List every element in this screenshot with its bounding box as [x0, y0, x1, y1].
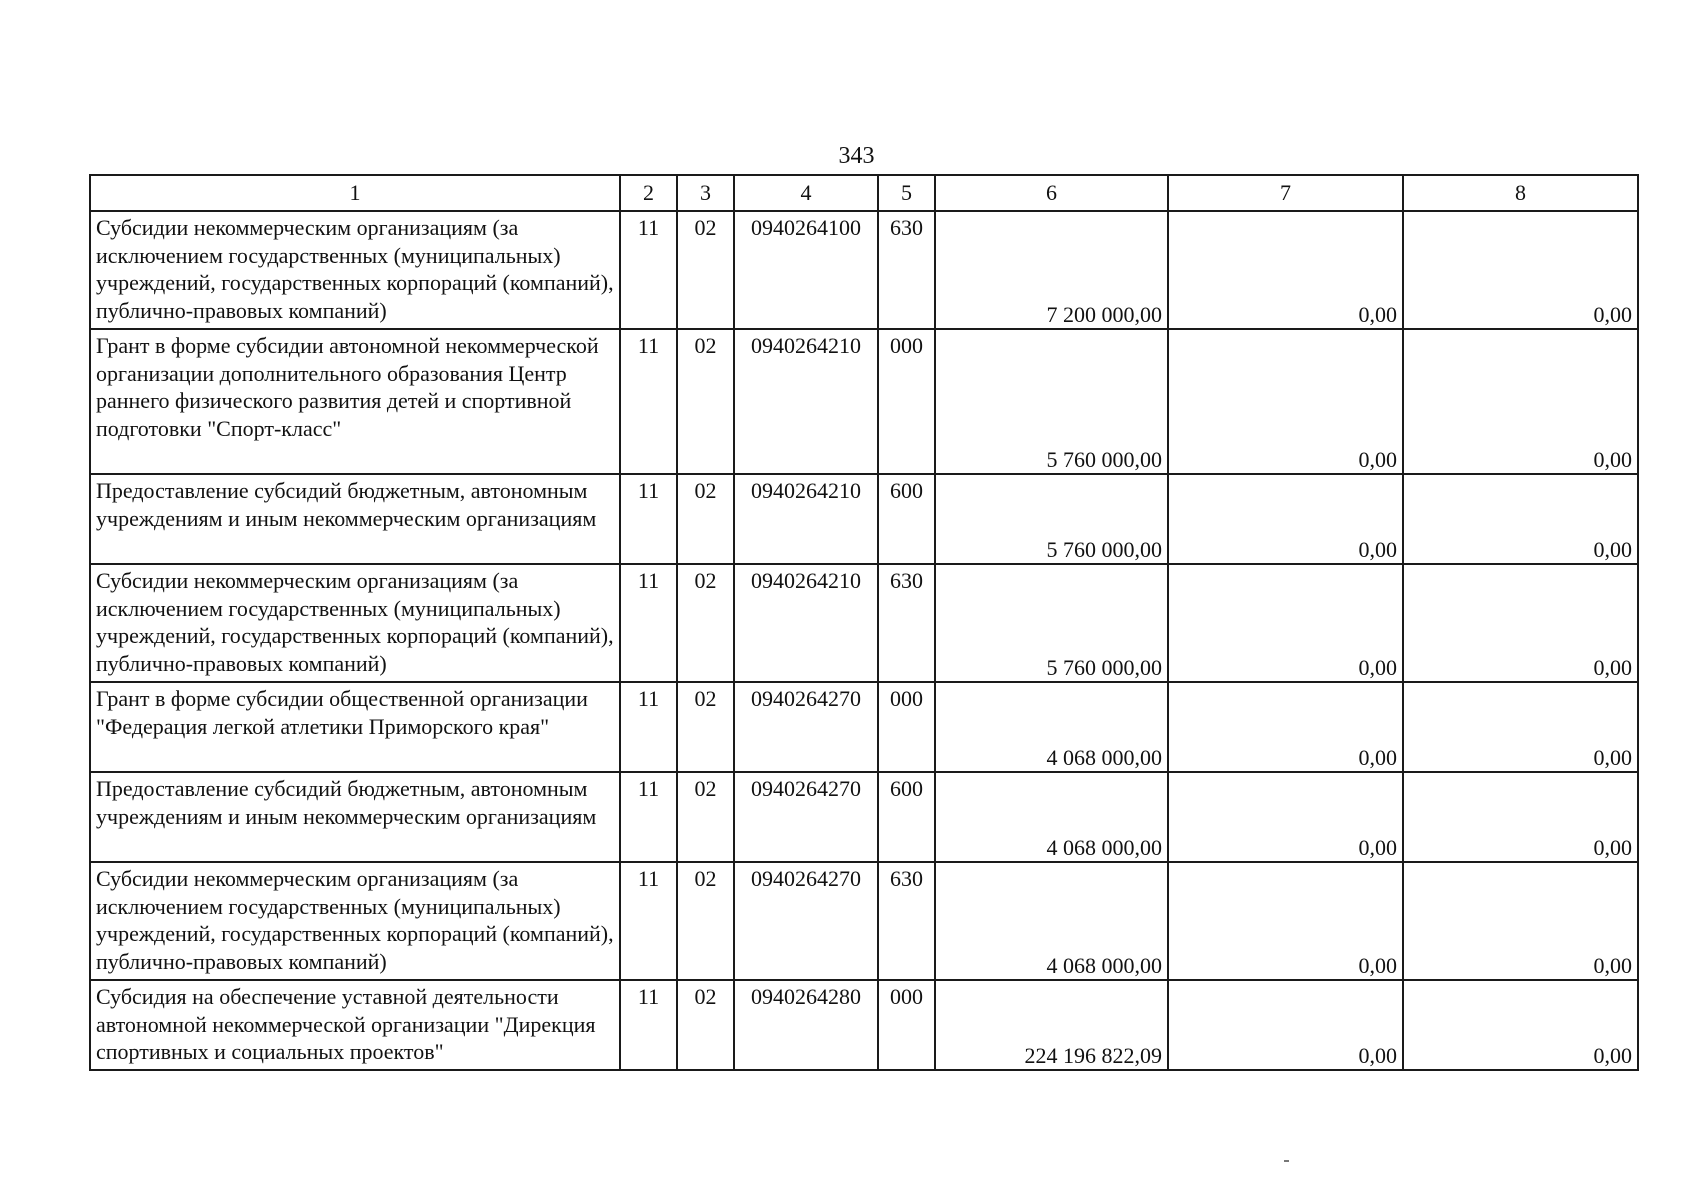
expense-type-code: 630: [878, 564, 935, 682]
table-row: [90, 211, 1638, 329]
amount-col8: 0,00: [1403, 682, 1638, 772]
row-description: Грант в форме субсидии автономной некоммерческой организации дополнительного образования Центр раннего физического развития детей и спортивной подготовки "Спорт-класс": [90, 329, 620, 474]
amount-col8: 0,00: [1403, 211, 1638, 329]
table-row: [90, 772, 1638, 862]
amount-col6: 224 196 822,09: [935, 980, 1168, 1070]
amount-col6: 4 068 000,00: [935, 682, 1168, 772]
section-code: 11: [620, 564, 677, 682]
amount-col7: 0,00: [1168, 682, 1403, 772]
amount-col6: 5 760 000,00: [935, 474, 1168, 564]
table-row: [90, 980, 1638, 1070]
target-article-code: 0940264270: [734, 772, 878, 862]
amount-col7: 0,00: [1168, 772, 1403, 862]
column-header: 6: [935, 175, 1168, 211]
amount-col6: 5 760 000,00: [935, 564, 1168, 682]
section-code: 11: [620, 980, 677, 1070]
section-code: 11: [620, 682, 677, 772]
column-header: 2: [620, 175, 677, 211]
column-header: 1: [90, 175, 620, 211]
target-article-code: 0940264210: [734, 474, 878, 564]
subsection-code: 02: [677, 682, 734, 772]
expense-type-code: 000: [878, 329, 935, 474]
row-description: Предоставление субсидий бюджетным, автономным учреждениям и иным некоммерческим организациям: [90, 474, 620, 564]
target-article-code: 0940264280: [734, 980, 878, 1070]
expense-type-code: 600: [878, 474, 935, 564]
column-header: 7: [1168, 175, 1403, 211]
expense-type-code: 000: [878, 682, 935, 772]
amount-col7: 0,00: [1168, 564, 1403, 682]
subsection-code: 02: [677, 980, 734, 1070]
target-article-code: 0940264270: [734, 862, 878, 980]
page-number: 343: [838, 143, 875, 169]
table-header-row: [90, 175, 1638, 211]
expense-type-code: 000: [878, 980, 935, 1070]
column-header: 8: [1403, 175, 1638, 211]
amount-col7: 0,00: [1168, 862, 1403, 980]
table-row: [90, 474, 1638, 564]
section-code: 11: [620, 329, 677, 474]
row-description: Предоставление субсидий бюджетным, автономным учреждениям и иным некоммерческим организациям: [90, 772, 620, 862]
target-article-code: 0940264100: [734, 211, 878, 329]
table-row: [90, 329, 1638, 474]
column-header: 4: [734, 175, 878, 211]
expense-type-code: 630: [878, 862, 935, 980]
amount-col6: 4 068 000,00: [935, 862, 1168, 980]
amount-col7: 0,00: [1168, 329, 1403, 474]
subsection-code: 02: [677, 564, 734, 682]
subsection-code: 02: [677, 329, 734, 474]
amount-col6: 4 068 000,00: [935, 772, 1168, 862]
expense-type-code: 630: [878, 211, 935, 329]
expense-type-code: 600: [878, 772, 935, 862]
subsection-code: 02: [677, 211, 734, 329]
target-article-code: 0940264210: [734, 564, 878, 682]
section-code: 11: [620, 772, 677, 862]
column-header: 3: [677, 175, 734, 211]
target-article-code: 0940264270: [734, 682, 878, 772]
section-code: 11: [620, 211, 677, 329]
row-description: Грант в форме субсидии общественной организации "Федерация легкой атлетики Приморского края": [90, 682, 620, 772]
section-code: 11: [620, 474, 677, 564]
amount-col8: 0,00: [1403, 564, 1638, 682]
section-code: 11: [620, 862, 677, 980]
table-row: [90, 564, 1638, 682]
amount-col7: 0,00: [1168, 474, 1403, 564]
budget-table: [89, 174, 1639, 1071]
subsection-code: 02: [677, 862, 734, 980]
scan-speck: [1284, 1160, 1289, 1162]
subsection-code: 02: [677, 474, 734, 564]
row-description: Субсидия на обеспечение уставной деятельности автономной некоммерческой организации "Дирекция спортивных и социальных проектов": [90, 980, 620, 1070]
amount-col8: 0,00: [1403, 772, 1638, 862]
table-row: [90, 862, 1638, 980]
amount-col6: 5 760 000,00: [935, 329, 1168, 474]
target-article-code: 0940264210: [734, 329, 878, 474]
row-description: Субсидии некоммерческим организациям (за исключением государственных (муниципальных) учреждений, государственных корпораций (компаний), публично-правовых компаний): [90, 211, 620, 329]
row-description: Субсидии некоммерческим организациям (за исключением государственных (муниципальных) учреждений, государственных корпораций (компаний), публично-правовых компаний): [90, 862, 620, 980]
subsection-code: 02: [677, 772, 734, 862]
amount-col8: 0,00: [1403, 980, 1638, 1070]
column-header: 5: [878, 175, 935, 211]
table-row: [90, 682, 1638, 772]
row-description: Субсидии некоммерческим организациям (за исключением государственных (муниципальных) учреждений, государственных корпораций (компаний), публично-правовых компаний): [90, 564, 620, 682]
amount-col8: 0,00: [1403, 474, 1638, 564]
amount-col7: 0,00: [1168, 980, 1403, 1070]
amount-col8: 0,00: [1403, 329, 1638, 474]
amount-col8: 0,00: [1403, 862, 1638, 980]
amount-col7: 0,00: [1168, 211, 1403, 329]
amount-col6: 7 200 000,00: [935, 211, 1168, 329]
